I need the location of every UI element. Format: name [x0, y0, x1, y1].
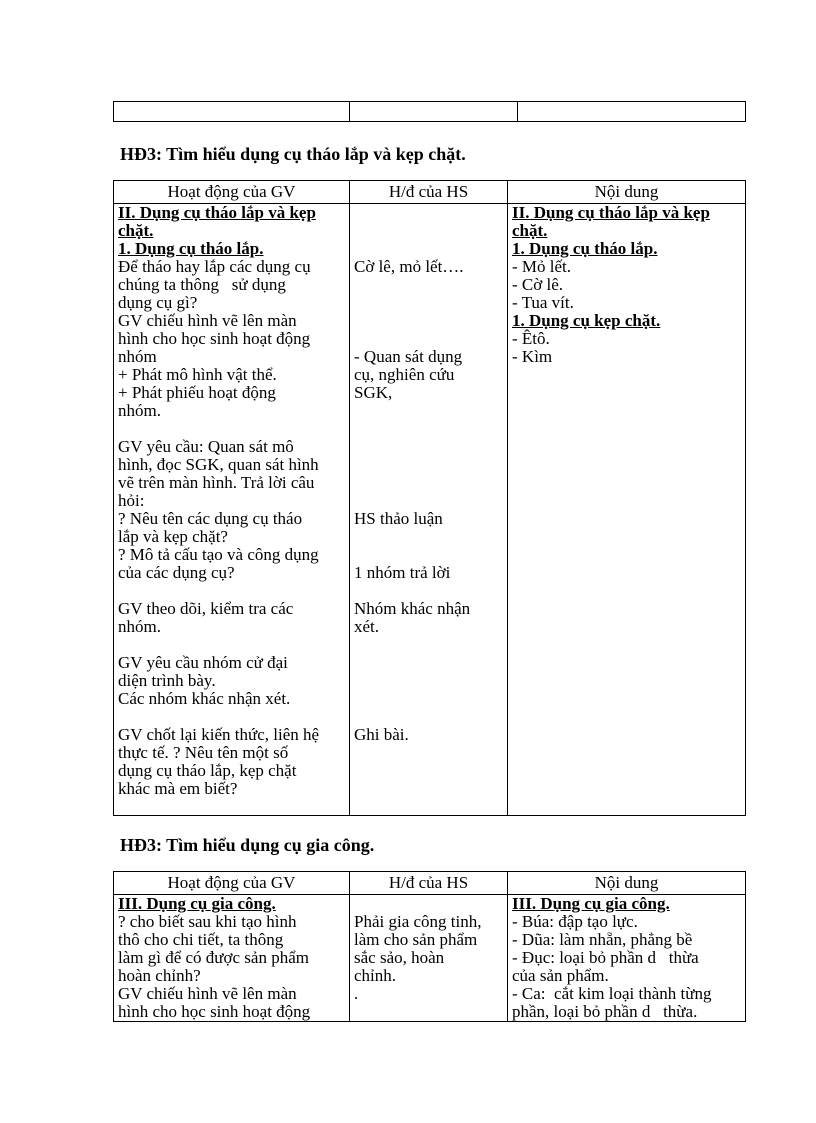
gv-line: hình cho học sinh hoạt động	[118, 329, 311, 348]
hs-line: SGK,	[354, 383, 393, 402]
hs-line: HS thảo luận	[354, 509, 443, 528]
section-heading-machining-tools: HĐ3: Tìm hiểu dụng cụ gia công.	[120, 835, 375, 855]
gv-line: khác mà em biết?	[118, 779, 238, 798]
content-section-title: II. Dụng cụ tháo lắp và kẹp	[512, 203, 710, 222]
header-content: Nội dung	[508, 181, 746, 204]
content-item: của sản phẩm.	[512, 966, 609, 985]
header-hs: H/đ của HS	[350, 181, 508, 204]
content-item: - Kìm	[512, 347, 553, 366]
content-item: - Dũa: làm nhẵn, phẳng bề	[512, 930, 693, 949]
gv-line: GV yêu cầu: Quan sát mô	[118, 437, 294, 456]
empty-cell	[350, 102, 518, 122]
gv-line: + Phát phiếu hoạt động	[118, 383, 276, 402]
content-section-title-cont: chặt.	[512, 221, 548, 240]
content-item: - Tua vít.	[512, 293, 574, 312]
gv-line: ? Nêu tên các dụng cụ tháo	[118, 509, 303, 528]
header-gv: Hoạt động của GV	[114, 872, 350, 895]
hs-line: Ghi bài.	[354, 725, 409, 744]
top-empty-table	[113, 101, 746, 122]
hs-line: chỉnh.	[354, 966, 397, 985]
gv-line: chúng ta thông sử dụng	[118, 275, 286, 294]
gv-line: thô cho chi tiết, ta thông	[118, 930, 284, 949]
gv-line: Để tháo hay lắp các dụng cụ	[118, 257, 311, 276]
hs-line: - Quan sát dụng	[354, 347, 463, 366]
header-content: Nội dung	[508, 872, 746, 895]
hs-line: Cờ lê, mỏ lết….	[354, 257, 464, 276]
gv-line: + Phát mô hình vật thể.	[118, 365, 277, 384]
gv-line: nhóm.	[118, 617, 161, 636]
activity-table-machining	[113, 871, 746, 1022]
gv-line: nhóm.	[118, 401, 161, 420]
activity-table-assembly	[113, 180, 746, 816]
gv-activity-cell	[114, 895, 350, 1022]
gv-line: thực tế. ? Nêu tên một số	[118, 743, 289, 762]
hs-line: .	[354, 984, 359, 1003]
hs-line: 1 nhóm trả lời	[354, 563, 451, 582]
gv-section-title: II. Dụng cụ tháo lắp và kẹp	[118, 203, 316, 222]
section-heading-tools-assembly: HĐ3: Tìm hiểu dụng cụ tháo lắp và kẹp chặt.	[120, 144, 466, 164]
header-gv: Hoạt động của GV	[114, 181, 350, 204]
hs-line: Nhóm khác nhận	[354, 599, 471, 618]
hs-line: sắc sảo, hoàn	[354, 948, 445, 967]
content-cell	[508, 895, 746, 1022]
empty-cell	[114, 102, 350, 122]
gv-line: hình, đọc SGK, quan sát hình	[118, 455, 319, 474]
gv-line: ? cho biết sau khi tạo hình	[118, 912, 297, 931]
gv-line: GV yêu cầu nhóm cử đại	[118, 653, 288, 672]
gv-activity-cell	[114, 204, 350, 816]
gv-section-title: III. Dụng cụ gia công.	[118, 894, 276, 913]
gv-line: hình cho học sinh hoạt động	[118, 1002, 311, 1021]
content-item: - Cờ lê.	[512, 275, 564, 294]
hs-activity-cell	[350, 895, 508, 1022]
content-item: - Búa: đập tạo lực.	[512, 912, 638, 931]
hs-line: Phải gia công tinh,	[354, 912, 482, 931]
gv-line: dụng cụ tháo lắp, kẹp chặt	[118, 761, 297, 780]
gv-line: nhóm	[118, 347, 157, 366]
content-item: - Êtô.	[512, 329, 550, 348]
content-cell	[508, 204, 746, 816]
gv-line: GV chốt lại kiến thức, liên hệ	[118, 725, 320, 744]
hs-line: xét.	[354, 617, 380, 636]
gv-line: dụng cụ gì?	[118, 293, 198, 312]
gv-line: Các nhóm khác nhận xét.	[118, 689, 291, 708]
empty-cell	[518, 102, 746, 122]
gv-section-title-cont: chặt.	[118, 221, 154, 240]
content-item: - Mỏ lết.	[512, 257, 572, 276]
hs-line: cụ, nghiên cứu	[354, 365, 455, 384]
gv-line: lắp và kẹp chặt?	[118, 527, 228, 546]
gv-line: hỏi:	[118, 491, 145, 510]
gv-line: diện trình bày.	[118, 671, 216, 690]
gv-line: GV theo dõi, kiểm tra các	[118, 599, 294, 618]
content-subsection: 1. Dụng cụ kẹp chặt.	[512, 311, 661, 330]
hs-activity-cell	[350, 204, 508, 816]
gv-line: GV chiếu hình vẽ lên màn	[118, 984, 297, 1003]
header-hs: H/đ của HS	[350, 872, 508, 895]
content-subsection: 1. Dụng cụ tháo lắp.	[512, 239, 658, 258]
gv-line: vẽ trên màn hình. Trả lời câu	[118, 473, 315, 492]
content-item: phần, loại bỏ phần d thừa.	[512, 1002, 698, 1021]
gv-line: làm gì để có được sản phẩm	[118, 948, 309, 967]
gv-line: hoàn chỉnh?	[118, 966, 201, 985]
content-section-title: III. Dụng cụ gia công.	[512, 894, 670, 913]
gv-line: của các dụng cụ?	[118, 563, 235, 582]
gv-line: GV chiếu hình vẽ lên màn	[118, 311, 297, 330]
content-item: - Đục: loại bỏ phần d thừa	[512, 948, 699, 967]
hs-line: làm cho sản phẩm	[354, 930, 478, 949]
gv-line: ? Mô tả cấu tạo và công dụng	[118, 545, 319, 564]
gv-subsection: 1. Dụng cụ tháo lắp.	[118, 239, 264, 258]
content-item: - Ca: cắt kim loại thành từng	[512, 984, 712, 1003]
